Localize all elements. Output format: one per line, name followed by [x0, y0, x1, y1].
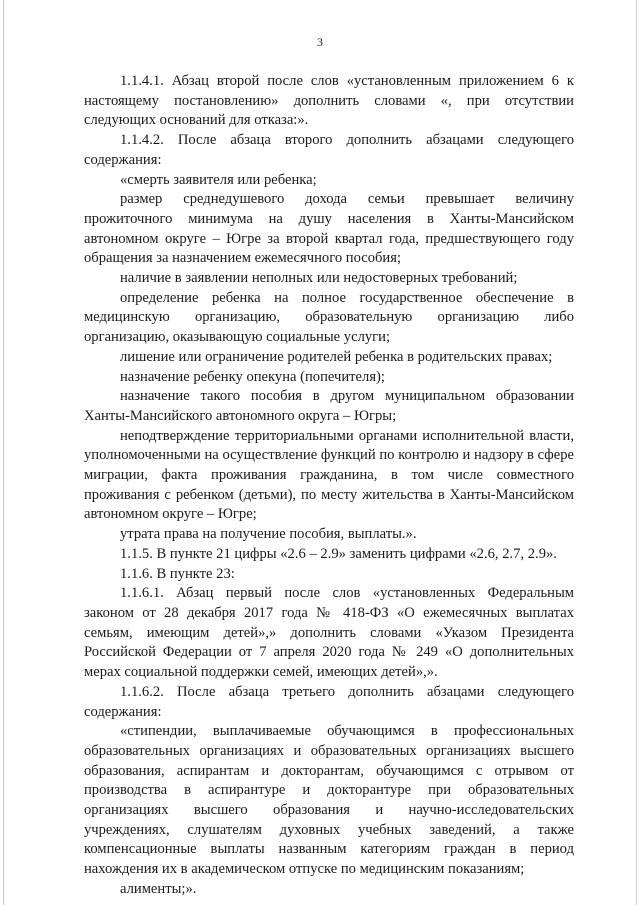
paragraph-1-1-6-1: 1.1.6.1. Абзац первый после слов «установленных Федеральным законом от 28 декабря 2017 года № 418-ФЗ «О ежемесячных выплатах семьям, имеющим детей»,» дополнить словами «Указом Президента Российской Федерации от 7 апреля 2020 года № 249 «О дополнительных мерах социальной поддержки семей, имеющих детей»,». [84, 585, 574, 681]
document-body [84, 72, 574, 900]
list-item-state-care: определение ребенка на полное государственное обеспечение в медицинскую организацию, образовательную организацию либо организацию, оказывающую социальные услуги; [84, 289, 574, 346]
paragraph-1-1-6: 1.1.6. В пункте 23: [120, 565, 235, 582]
right-scan-edge [636, 0, 637, 905]
paragraph-1-1-6-2: 1.1.6.2. После абзаца третьего дополнить абзацами следующего содержания: [84, 683, 574, 720]
list-item-incomplete-application: наличие в заявлении неполных или недостоверных требований; [120, 270, 518, 287]
list-item-income: размер среднедушевого дохода семьи превышает величину прожиточного минимума на душу населения в Ханты-Мансийском автономном округе – Югре за второй квартал года, предшествующего году обращения за назначением ежемесячного пособия; [84, 191, 574, 267]
list-item-parental-rights: лишение или ограничение родителей ребенка в родительских правах; [120, 348, 553, 365]
paragraph-1-1-5: 1.1.5. В пункте 21 цифры «2.6 – 2.9» заменить цифрами «2.6, 2.7, 2.9». [120, 545, 557, 562]
list-item-guardian: назначение ребенку опекуна (попечителя); [120, 368, 385, 385]
list-item-alimony: алименты;». [120, 880, 197, 897]
page-number: 3 [317, 35, 323, 49]
list-item-loss-of-right: утрата права на получение пособия, выплаты.». [120, 526, 417, 543]
list-item-stipends: «стипендии, выплачиваемые обучающимся в профессиональных образовательных организациях и образовательных организациях высшего образования, аспирантам и докторантам, обучающимся с отрывом от производства в аспирантуре и докторантуре при образовательных организациях высшего образования и научно-исследовательских учреждениях, слушателям духовных учебных заведений, а также компенсационные выплаты названным категориям граждан в период нахождения их в академическом отпуске по медицинским показаниям; [84, 723, 574, 878]
list-item-death: «смерть заявителя или ребенка; [120, 171, 317, 188]
list-item-other-municipality: назначение такого пособия в другом муниципальном образовании Ханты-Мансийского автономного округа – Югры; [84, 388, 574, 424]
left-scan-edge [3, 0, 4, 905]
paragraph-1-1-4-1: 1.1.4.1. Абзац второй после слов «установленным приложением 6 к настоящему постановлению» дополнить словами «, при отсутствии следующих оснований для отказа:». [84, 73, 574, 129]
paragraph-1-1-4-2: 1.1.4.2. После абзаца второго дополнить абзацами следующего содержания: [84, 132, 574, 168]
list-item-residence-not-confirmed: неподтверждение территориальными органами исполнительной власти, уполномоченными на осуществление функций по контролю и надзору в сфере миграции, факта проживания гражданина, в том числе совместного проживания с ребенком (детьми), по месту жительства в Ханты-Мансийском автономном округе – Югре; [84, 427, 574, 523]
